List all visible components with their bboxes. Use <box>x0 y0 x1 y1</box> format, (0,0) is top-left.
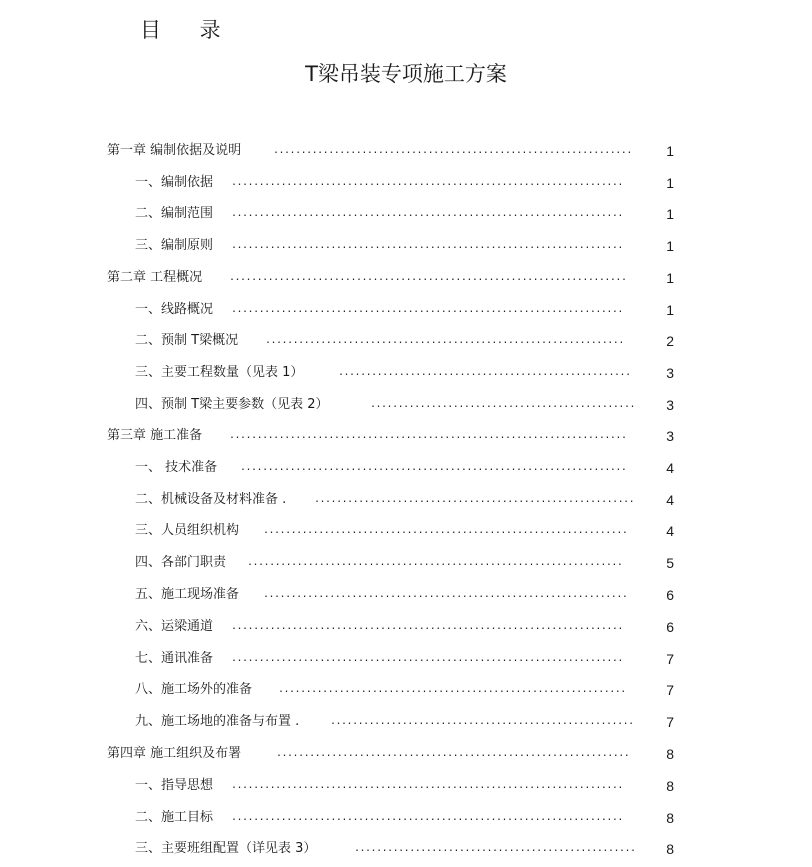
toc-entry[interactable] <box>0 617 760 637</box>
toc-entry[interactable] <box>0 268 760 288</box>
toc-entry-label: 八、施工场外的准备 <box>135 682 253 697</box>
toc-leader-dots: ....................................................................... <box>231 812 623 823</box>
toc-entry-page: 7 <box>666 682 674 698</box>
toc-leader-dots: ................................................................ <box>276 748 630 759</box>
toc-entry-page: 1 <box>666 143 674 159</box>
toc-entry-page: 4 <box>666 523 674 539</box>
toc-leader-dots: ................................................................. <box>265 335 624 346</box>
toc-leader-dots: ................................................................. <box>273 145 632 156</box>
toc-leader-dots: ....................................................................... <box>231 208 623 219</box>
toc-entry-label: 一、 技术准备 <box>135 460 218 475</box>
toc-entry-page: 4 <box>666 460 674 476</box>
toc-entry-label: 九、施工场地的准备与布置 . <box>135 714 300 729</box>
toc-entry[interactable] <box>0 553 760 573</box>
toc-entry[interactable] <box>0 173 760 193</box>
toc-leader-dots: ....................................................................... <box>231 177 623 188</box>
toc-entry[interactable] <box>0 363 760 383</box>
toc-entry-label: 二、机械设备及材料准备 . <box>135 492 287 507</box>
toc-entry[interactable] <box>0 649 760 669</box>
toc-leader-dots: ....................................................... <box>330 716 634 727</box>
toc-entry[interactable] <box>0 300 760 320</box>
toc-entry-page: 1 <box>666 175 674 191</box>
toc-entry-label: 一、编制依据 <box>135 175 214 190</box>
toc-entry[interactable] <box>0 204 760 224</box>
toc-entry-page: 2 <box>666 333 674 349</box>
toc-entry-label: 四、预制 T梁主要参数（见表 2） <box>135 397 329 412</box>
toc-entry[interactable] <box>0 776 760 796</box>
toc-entry-label: 第二章 工程概况 <box>107 270 203 285</box>
toc-entry[interactable] <box>0 395 760 415</box>
toc-entry[interactable] <box>0 458 760 478</box>
toc-entry[interactable] <box>0 744 760 764</box>
toc-entry-label: 六、运梁通道 <box>135 619 214 634</box>
toc-leader-dots: .......................................................... <box>314 494 635 505</box>
toc-entry-label: 三、编制原则 <box>135 238 214 253</box>
document-title: T梁吊装专项施工方案 <box>305 62 507 86</box>
toc-entry-page: 8 <box>666 841 674 857</box>
toc-entry-page: 3 <box>666 365 674 381</box>
toc-entry[interactable] <box>0 839 760 859</box>
toc-entry-page: 8 <box>666 778 674 794</box>
toc-entry-label: 七、通讯准备 <box>135 651 214 666</box>
toc-entry-label: 三、主要工程数量（见表 1） <box>135 365 304 380</box>
toc-entry-label: 五、施工现场准备 <box>135 587 240 602</box>
toc-entry-label: 四、各部门职责 <box>135 555 227 570</box>
toc-entry-label: 第四章 施工组织及布署 <box>107 746 242 761</box>
toc-leader-dots: ....................................................................... <box>231 653 623 664</box>
toc-entry-label: 二、预制 T梁概况 <box>135 333 239 348</box>
toc-entry-label: 第三章 施工准备 <box>107 428 203 443</box>
toc-entry[interactable] <box>0 712 760 732</box>
toc-entry[interactable] <box>0 521 760 541</box>
toc-leader-dots: ........................................................................ <box>229 430 627 441</box>
toc-entry[interactable] <box>0 141 760 161</box>
toc-entry-page: 5 <box>666 555 674 571</box>
toc-entry[interactable] <box>0 236 760 256</box>
toc-entry-label: 二、编制范围 <box>135 206 214 221</box>
toc-entry-page: 3 <box>666 428 674 444</box>
toc-leader-dots: ....................................................................... <box>231 621 623 632</box>
toc-entry-label: 三、人员组织机构 <box>135 523 240 538</box>
toc-leader-dots: ....................................................................... <box>231 304 623 315</box>
toc-entry-page: 3 <box>666 397 674 413</box>
toc-leader-dots: .................................................................. <box>263 589 628 600</box>
toc-entry[interactable] <box>0 426 760 446</box>
toc-entry-label: 二、施工目标 <box>135 810 214 825</box>
toc-leader-dots: ....................................................................... <box>231 240 623 251</box>
toc-entry-page: 8 <box>666 746 674 762</box>
toc-entry-label: 第一章 编制依据及说明 <box>107 143 242 158</box>
toc-leader-dots: ...................................................................... <box>240 462 627 473</box>
toc-entry-page: 6 <box>666 619 674 635</box>
toc-leader-dots: ................................................ <box>370 399 635 410</box>
toc-leader-dots: .................................................................... <box>247 557 623 568</box>
toc-entry-page: 1 <box>666 302 674 318</box>
toc-leader-dots: ........................................................................ <box>229 272 627 283</box>
toc-heading: 目 录 <box>140 18 237 42</box>
toc-entry-page: 8 <box>666 810 674 826</box>
toc-entry-page: 1 <box>666 238 674 254</box>
toc-leader-dots: ..................................................... <box>338 367 631 378</box>
toc-entry[interactable] <box>0 331 760 351</box>
toc-entry[interactable] <box>0 585 760 605</box>
toc-entry-page: 1 <box>666 206 674 222</box>
toc-entry-label: 一、指导思想 <box>135 778 214 793</box>
toc-entry[interactable] <box>0 680 760 700</box>
toc-entry-label: 三、主要班组配置（详见表 3） <box>135 841 317 856</box>
toc-entry-page: 6 <box>666 587 674 603</box>
toc-entry-page: 7 <box>666 651 674 667</box>
toc-leader-dots: ................................................... <box>354 843 636 854</box>
toc-entry-label: 一、线路概况 <box>135 302 214 317</box>
toc-leader-dots: .................................................................. <box>263 525 628 536</box>
toc-entry-page: 4 <box>666 492 674 508</box>
toc-leader-dots: ............................................................... <box>278 684 626 695</box>
toc-entry-page: 7 <box>666 714 674 730</box>
toc-entry[interactable] <box>0 490 760 510</box>
toc-leader-dots: ....................................................................... <box>231 780 623 791</box>
toc-entry-page: 1 <box>666 270 674 286</box>
toc-entry[interactable] <box>0 808 760 828</box>
